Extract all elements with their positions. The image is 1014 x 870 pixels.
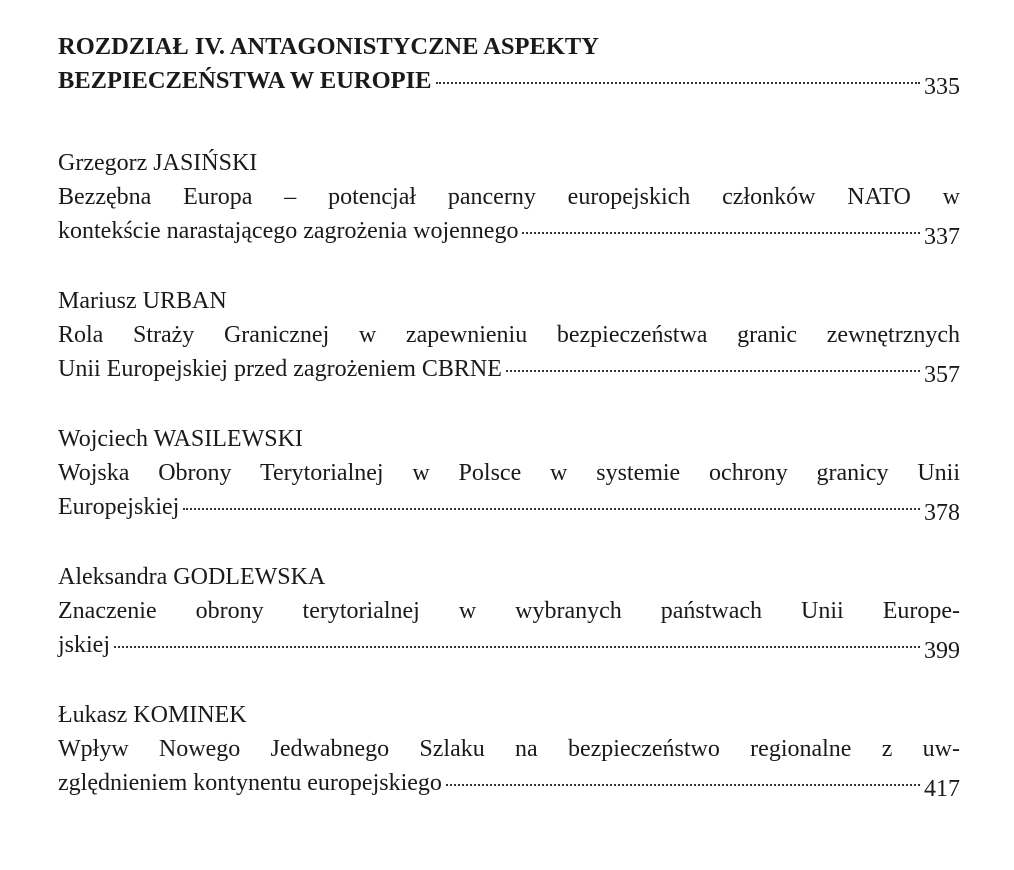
- entry-title-line-1: Bezzębna Europa – potencjał pancerny europejskich członków NATO w: [58, 184, 960, 210]
- entry-title-line-1: Rola Straży Granicznej w zapewnieniu bezpieczeństwa granic zewnętrznych: [58, 322, 960, 348]
- toc-entry: [58, 146, 960, 248]
- entry-title-text: Unii Europejskiej przed zagrożeniem CBRNE: [58, 356, 502, 382]
- entry-page-number: 337: [924, 224, 960, 250]
- entry-title-line-1: Wojska Obrony Terytorialnej w Polsce w systemie ochrony granicy Unii: [58, 460, 960, 486]
- chapter-title-line-2: [58, 64, 960, 98]
- entry-page-number: 357: [924, 362, 960, 388]
- entry-page-number: 378: [924, 500, 960, 526]
- entry-title-line-1: Znaczenie obrony terytorialnej w wybranych państwach Unii Europe-: [58, 598, 960, 624]
- entry-title-text: zględnieniem kontynentu europejskiego: [58, 770, 442, 796]
- entry-title-text: kontekście narastającego zagrożenia wojennego: [58, 218, 519, 244]
- entry-author: Wojciech WASILEWSKI: [58, 426, 303, 452]
- chapter-title-text: BEZPIECZEŃSTWA W EUROPIE: [58, 67, 432, 94]
- entry-author: Łukasz KOMINEK: [58, 702, 247, 728]
- entry-title-line-1: Wpływ Nowego Jedwabnego Szlaku na bezpieczeństwo regionalne z uw-: [58, 736, 960, 762]
- entry-title-line-2: [58, 766, 960, 800]
- dot-leader: [522, 232, 920, 234]
- chapter-title-line-1: ROZDZIAŁ IV. ANTAGONISTYCZNE ASPEKTY: [58, 33, 599, 60]
- entry-title-line-2: [58, 628, 960, 662]
- toc-entry: [58, 698, 960, 800]
- entry-title-line-2: [58, 490, 960, 524]
- entry-title-text: jskiej: [58, 632, 110, 658]
- entry-title-line-2: [58, 214, 960, 248]
- entry-author: Aleksandra GODLEWSKA: [58, 564, 326, 590]
- entry-author: Grzegorz JASIŃSKI: [58, 150, 258, 176]
- table-of-contents: [58, 30, 960, 836]
- dot-leader: [114, 646, 920, 648]
- entry-page-number: 417: [924, 776, 960, 802]
- dot-leader: [446, 784, 920, 786]
- entry-page-number: 399: [924, 638, 960, 664]
- toc-entry: [58, 284, 960, 386]
- entry-title-text: Europejskiej: [58, 494, 180, 520]
- entry-author: Mariusz URBAN: [58, 288, 227, 314]
- entry-title-line-2: [58, 352, 960, 386]
- chapter-heading: [58, 30, 960, 98]
- dot-leader: [183, 508, 920, 510]
- chapter-page-number: 335: [924, 74, 960, 100]
- dot-leader: [506, 370, 920, 372]
- toc-entry: [58, 560, 960, 662]
- toc-entry: [58, 422, 960, 524]
- dot-leader: [436, 82, 920, 84]
